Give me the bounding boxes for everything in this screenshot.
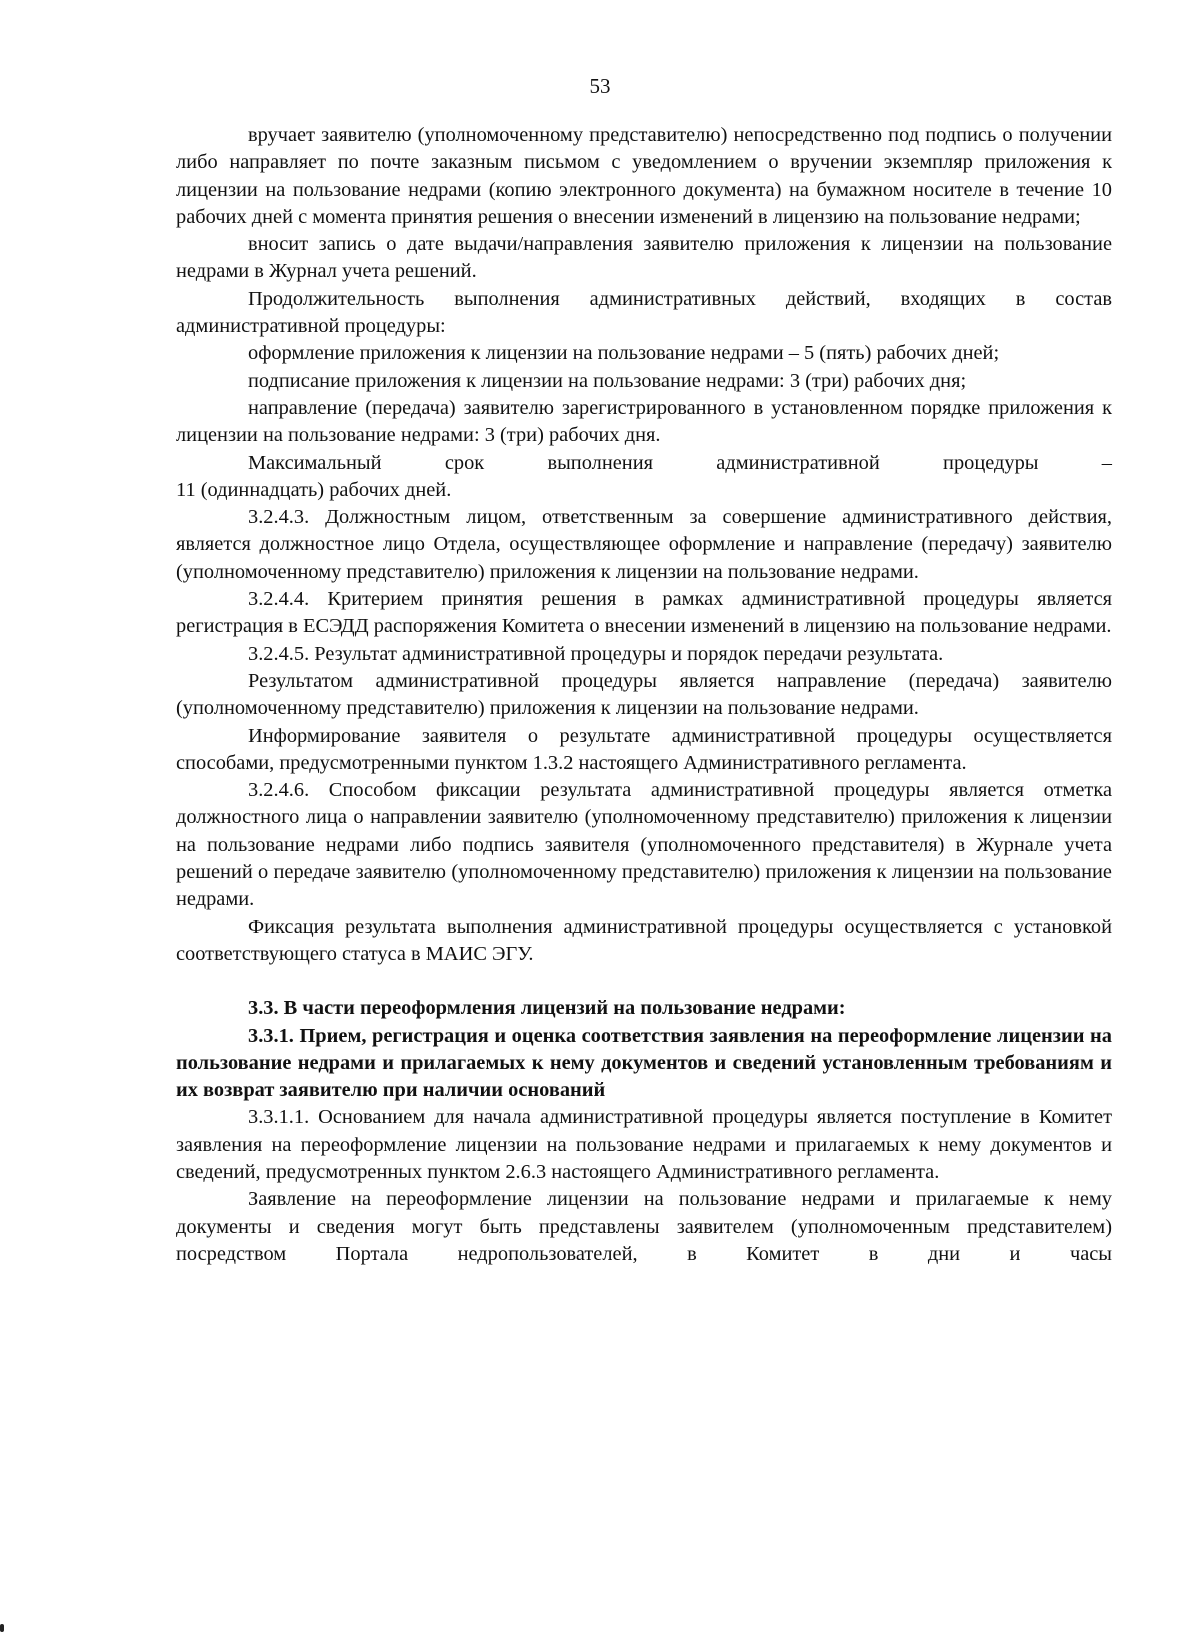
page-number: 53 — [589, 74, 611, 98]
paragraph-duration-preparation: оформление приложения к лицензии на пользование недрами – 5 (пять) рабочих дней; — [248, 342, 1000, 365]
paragraph-informing: Информирование заявителя о результате административной процедуры осуществляется способами, предусмотренными пунктом 1.3.2 настоящего Административного регламента. — [176, 724, 1112, 774]
document-body — [176, 122, 1112, 1268]
paragraph-max-term-value: 11 (одиннадцать) рабочих дней. — [176, 478, 452, 501]
paragraph-3-2-4-6: 3.2.4.6. Способом фиксации результата административной процедуры является отметка должностного лица о направлении заявителю (уполномоченному представителю) приложения к лицензии на пользование недрами либо подпись заявителя (уполномоченного представителя) в Журнале учета решений о передаче заявителю (уполномоченному представителю) приложения к лицензии на пользование недрами. — [176, 779, 1112, 911]
paragraph-max-term: Максимальный срок выполнения административной процедуры – — [248, 451, 1112, 474]
paragraph-journal-entry: вносит запись о дате выдачи/направления заявителю приложения к лицензии на пользование недрами в Журнал учета решений. — [176, 233, 1112, 283]
paragraph-result: Результатом административной процедуры является направление (передача) заявителю (уполномоченному представителю) приложения к лицензии на пользование недрами. — [176, 669, 1112, 720]
paragraph-3-3-1-1: 3.3.1.1. Основанием для начала административной процедуры является поступление в Комитет заявления на переоформление лицензии на пользование недрами и прилагаемых к нему документов и сведений, предусмотренных пунктом 2.6.3 настоящего Административного регламента. — [176, 1106, 1112, 1183]
paragraph-delivery: вручает заявителю (уполномоченному представителю) непосредственно под подпись о получении либо направляет по почте заказным письмом с уведомлением о вручении экземпляр приложения к лицензии на пользование недрами (копию электронного документа) на бумажном носителе в течение 10 рабочих дней с момента принятия решения о внесении изменений в лицензию на пользование недрами; — [176, 124, 1112, 228]
paragraph-3-2-4-4: 3.2.4.4. Критерием принятия решения в рамках административной процедуры является регистрация в ЕСЭДД распоряжения Комитета о внесении изменений в лицензию на пользование недрами. — [176, 588, 1112, 638]
scan-mark — [0, 1624, 4, 1632]
paragraph-3-2-4-5: 3.2.4.5. Результат административной процедуры и порядок передачи результата. — [248, 642, 944, 665]
paragraph-duration-signing: подписание приложения к лицензии на пользование недрами: 3 (три) рабочих дня; — [248, 369, 967, 392]
paragraph-fixation: Фиксация результата выполнения административной процедуры осуществляется с установкой соответствующего статуса в МАИС ЭГУ. — [176, 915, 1112, 965]
paragraph-duration-intro: Продолжительность выполнения административных действий, входящих в состав административной процедуры: — [176, 287, 1112, 338]
paragraph-3-2-4-3: 3.2.4.3. Должностным лицом, ответственным за совершение административного действия, является должностное лицо Отдела, осуществляющее оформление и направление (передачу) заявителю (уполномоченному представителю) приложения к лицензии на пользование недрами. — [176, 506, 1112, 583]
paragraph-application-submission: Заявление на переоформление лицензии на пользование недрами и прилагаемые к нему документы и сведения могут быть представлены заявителем (уполномоченным представителем) посредством Портала недропользователей, в Комитет в дни и часы — [176, 1188, 1112, 1265]
section-heading-3-3: 3.3. В части переоформления лицензий на пользование недрами: — [248, 997, 846, 1020]
paragraph-duration-sending: направление (передача) заявителю зарегистрированного в установленном порядке приложения к лицензии на пользование недрами: 3 (три) рабочих дня. — [176, 396, 1112, 447]
subsection-heading-3-3-1: 3.3.1. Прием, регистрация и оценка соответствия заявления на переоформление лицензии на пользование недрами и прилагаемых к нему документов и сведений установленным требованиям и их возврат заявителю при наличии оснований — [176, 1024, 1112, 1102]
